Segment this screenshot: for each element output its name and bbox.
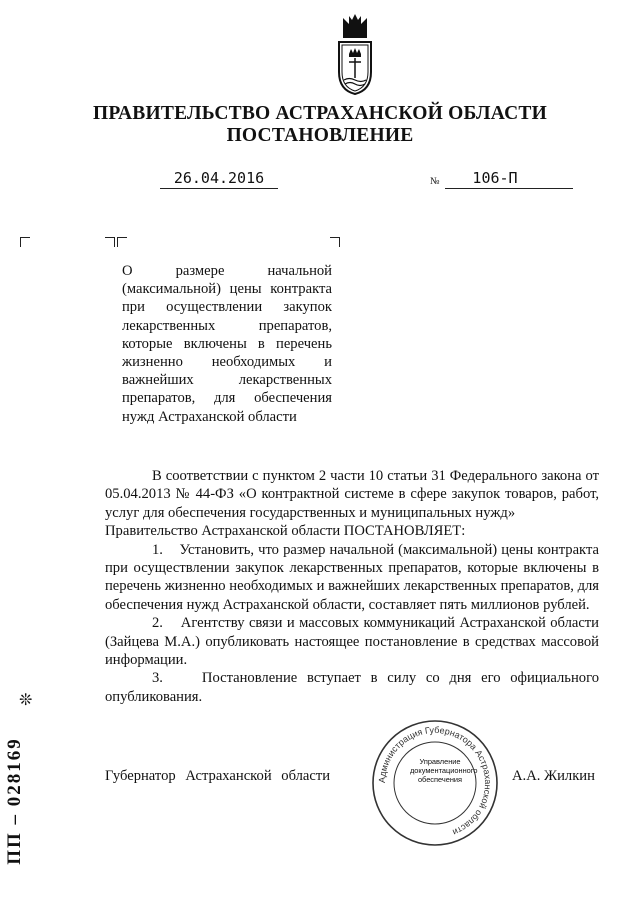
signatory-name: А.А. Жилкин	[512, 768, 595, 784]
seal-line-1: Управление	[419, 757, 461, 766]
document-subject: О размере начальной (максимальной) цены контракта при осуществлении закупок лекарственных препаратов, которые включены в перечень жизненно необходимых и важнейших лекарственных препаратов, для обеспечения нужд Астраханской области	[122, 263, 332, 425]
number-underline	[445, 188, 573, 189]
item-2: 2. Агентству связи и массовых коммуникаций Астраханской области (Зайцева М.А.) опубликовать настоящее постановление в средствах массовой информации.	[105, 615, 603, 669]
item-1: 1. Установить, что размер начальной (максимальной) цены контракта при осуществлении закупок лекарственных препаратов, которые включены в перечень жизненно необходимых и важнейших лекарственных препаратов, для обеспечения нужд Астраханской области, составляет пять миллионов рублей.	[105, 541, 603, 613]
corner-mark-subject-right	[330, 237, 340, 247]
number-label: №	[430, 176, 440, 187]
form-serial-number: ПП – 028169	[4, 737, 25, 865]
coat-of-arms-emblem	[325, 12, 385, 98]
decree-line: Правительство Астраханской области ПОСТАНОВЛЯЕТ:	[105, 523, 466, 540]
seal-line-2: документационного	[410, 766, 478, 775]
corner-mark-subject-left	[117, 237, 127, 247]
seal-ring-text: Администрация Губернатора Астраханской области	[376, 724, 494, 838]
document-body	[105, 467, 603, 706]
date-underline	[160, 188, 278, 189]
preamble-paragraph: В соответствии с пунктом 2 части 10 статьи 31 Федерального закона от 05.04.2013 № 44-ФЗ «О контрактной системе в сфере закупок товаров, работ, услуг для обеспечения государственных и муниципальных нужд»	[105, 468, 599, 521]
signatory-position: Губернатор Астраханской области	[105, 768, 331, 784]
side-stamp-mark: ❊	[19, 692, 33, 709]
corner-mark-top-right-outer	[105, 237, 115, 247]
government-title: ПРАВИТЕЛЬСТВО АСТРАХАНСКОЙ ОБЛАСТИ	[93, 103, 547, 124]
document-type-title: ПОСТАНОВЛЕНИЕ	[226, 125, 414, 146]
document-number: 106-П	[472, 169, 518, 187]
document-date: 26.04.2016	[173, 169, 265, 187]
seal-center-text	[410, 757, 478, 784]
corner-mark-top-left	[20, 237, 30, 247]
item-3: 3. Постановление вступает в силу со дня его официального опубликования.	[105, 670, 603, 705]
seal-line-3: обеспечения	[417, 775, 463, 784]
